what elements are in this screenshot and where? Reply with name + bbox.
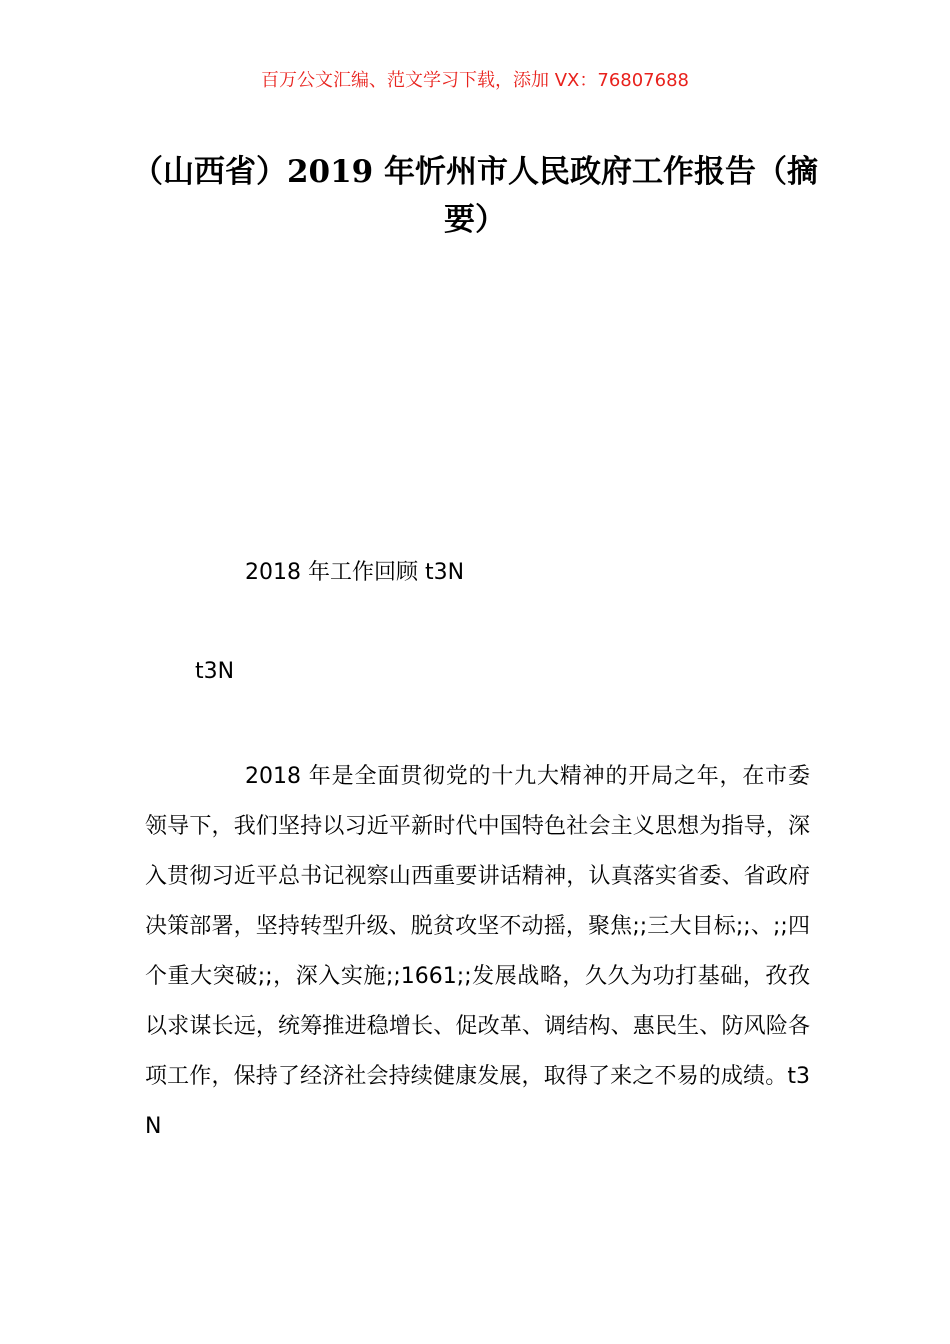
section-heading: 2018 年工作回顾 t3N: [245, 560, 465, 585]
marker-text: t3N: [195, 659, 235, 684]
document-title: （山西省）2019 年忻州市人民政府工作报告（摘要）: [131, 154, 819, 238]
body-paragraph: 2018 年是全面贯彻党的十九大精神的开局之年，在市委领导下，我们坚持以习近平新时代中国特色社会主义思想为指导，深入贯彻习近平总书记视察山西重要讲话精神，认真落实省委、省政府决策部署，坚持转型升级、脱贫攻坚不动摇，聚焦;;三大目标;;、;;四个重大突破;;，深入实施;;1661;;发展战略，久久为功打基础，孜孜以求谋长远，统筹推进稳增长、促改革、调结构、惠民生、防风险各项工作，保持了经济社会持续健康发展，取得了来之不易的成绩。t3N: [145, 764, 810, 1139]
header-watermark-note: 百万公文汇编、范文学习下载，添加 VX：76807688: [261, 70, 689, 91]
